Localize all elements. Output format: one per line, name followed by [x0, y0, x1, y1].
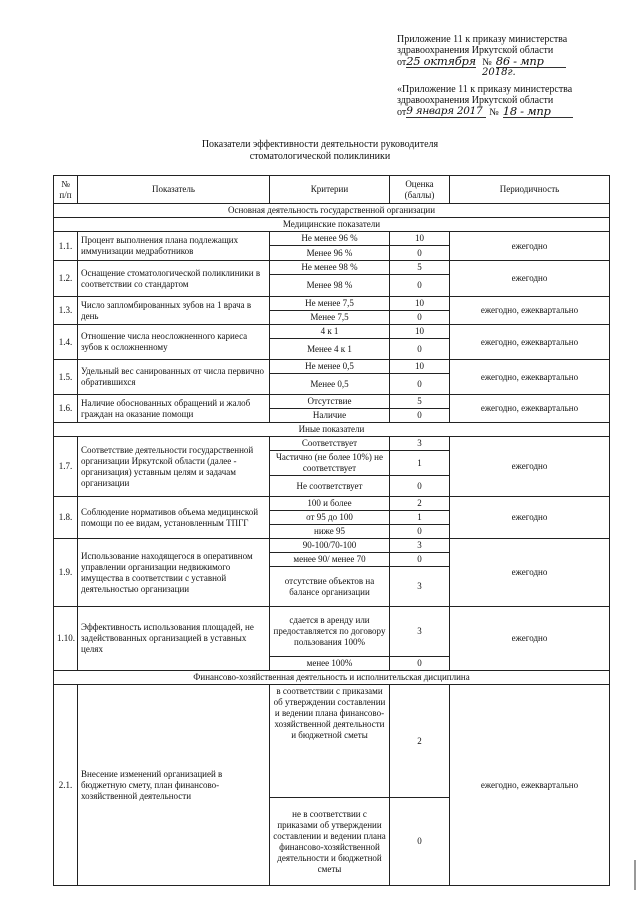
criterion: Менее 7,5	[270, 311, 390, 325]
score: 0	[390, 339, 450, 360]
periodicity: ежегодно, ежеквартально	[450, 297, 610, 325]
table-row	[54, 395, 610, 409]
indicator-text: Наличие обоснованных обращений и жалоб граждан на оказание помощи	[78, 395, 270, 423]
table-row	[54, 437, 610, 451]
criterion: не в соответствии с приказами об утверждении составлении и ведении плана финансово-хозяйственной деятельности и бюджетной сметы	[270, 798, 390, 886]
score: 0	[390, 476, 450, 497]
score: 1	[390, 511, 450, 525]
periodicity: ежегодно	[450, 539, 610, 607]
score: 10	[390, 360, 450, 374]
score: 10	[390, 325, 450, 339]
table-row	[54, 539, 610, 553]
score: 3	[390, 437, 450, 451]
header-line: здравоохранения Иркутской области	[397, 45, 554, 56]
from-label: от	[397, 57, 407, 68]
indicator-text: Процент выполнения плана подлежащих иммунизации медработников	[78, 232, 270, 261]
handwritten-date: 9 января 2017	[406, 106, 486, 118]
row-number: 1.2.	[54, 261, 78, 297]
criterion: Менее 98 %	[270, 275, 390, 297]
row-number: 1.3.	[54, 297, 78, 325]
score: 2	[390, 497, 450, 511]
document-title	[0, 139, 640, 163]
score: 10	[390, 232, 450, 246]
score: 0	[390, 525, 450, 539]
periodicity: ежегодно	[450, 437, 610, 497]
criterion: ниже 95	[270, 525, 390, 539]
score: 5	[390, 261, 450, 275]
table-row	[54, 497, 610, 511]
header-date-line	[397, 56, 637, 68]
criterion: в соответствии с приказами об утверждении составлении и ведении плана финансово-хозяйственной деятельности и бюджетной сметы	[270, 685, 390, 798]
periodicity: ежегодно, ежеквартально	[450, 360, 610, 395]
col-criteria-header: Критерии	[270, 176, 390, 204]
indicator-text: Оснащение стоматологической поликлиники в соответствии со стандартом	[78, 261, 270, 297]
row-number: 1.5.	[54, 360, 78, 395]
periodicity: ежегодно	[450, 607, 610, 671]
row-number: 1.4.	[54, 325, 78, 360]
score: 10	[390, 297, 450, 311]
criterion: отсутствие объектов на балансе организации	[270, 567, 390, 607]
table-header-row	[54, 176, 610, 204]
col-period-header: Периодичность	[450, 176, 610, 204]
number-label: №	[482, 57, 492, 68]
criterion: Частично (не более 10%) не соответствует	[270, 451, 390, 476]
indicator-text: Число запломбированных зубов на 1 врача в день	[78, 297, 270, 325]
from-label: от	[397, 107, 407, 118]
criterion: от 95 до 100	[270, 511, 390, 525]
header-date-line	[397, 106, 637, 118]
periodicity: ежегодно	[450, 261, 610, 297]
order-header-original	[397, 84, 637, 118]
criterion: Менее 4 к 1	[270, 339, 390, 360]
header-line: «Приложение 11 к приказу министерства	[397, 84, 573, 95]
col-indicator-header: Показатель	[78, 176, 270, 204]
table-row	[54, 297, 610, 311]
criterion: Соответствует	[270, 437, 390, 451]
row-number: 1.10.	[54, 607, 78, 671]
indicator-text: Соблюдение нормативов объема медицинской помощи по ее видам, установленным ТПГГ	[78, 497, 270, 539]
row-number: 1.8.	[54, 497, 78, 539]
criterion: Не менее 96 %	[270, 232, 390, 246]
criterion: Не менее 7,5	[270, 297, 390, 311]
criterion: Отсутствие	[270, 395, 390, 409]
table-row	[54, 232, 610, 246]
header-line: здравоохранения Иркутской области	[397, 95, 554, 106]
score: 0	[390, 798, 450, 886]
handwritten-year: 2018г.	[482, 67, 516, 78]
score: 0	[390, 246, 450, 261]
score: 0	[390, 409, 450, 423]
title-line: стоматологической поликлиники	[249, 151, 391, 162]
handwritten-number: 18 - мпр	[503, 106, 573, 118]
indicator-text: Удельный вес санированных от числа первично обратившихся	[78, 360, 270, 395]
table-row	[54, 325, 610, 339]
indicator-text: Соответствие деятельности государственной организации Иркутской области (далее - организация) уставным целям и задачам организации	[78, 437, 270, 497]
score: 2	[390, 685, 450, 798]
number-label: №	[489, 107, 499, 118]
criterion: Менее 0,5	[270, 374, 390, 395]
section-heading: Медицинские показатели	[54, 218, 610, 232]
score: 0	[390, 374, 450, 395]
table-row	[54, 360, 610, 374]
section-heading: Основная деятельность государственной организации	[54, 204, 610, 218]
row-number: 1.1.	[54, 232, 78, 261]
score: 3	[390, 567, 450, 607]
score: 0	[390, 553, 450, 567]
score: 0	[390, 275, 450, 297]
periodicity: ежегодно, ежеквартально	[450, 685, 610, 886]
indicator-text: Отношение числа неосложненного кариеса зубов к осложненному	[78, 325, 270, 360]
criterion: сдается в аренду или предоставляется по договору пользования 100%	[270, 607, 390, 657]
indicators-table	[53, 175, 610, 886]
score: 5	[390, 395, 450, 409]
scan-edge-mark	[634, 860, 636, 890]
row-number: 2.1.	[54, 685, 78, 886]
row-number: 1.6.	[54, 395, 78, 423]
handwritten-date: 25 октября	[406, 54, 476, 68]
indicator-text: Использование находящегося в оперативном управлении организации недвижимого имущества в соответствии с уставной деятельностью организации	[78, 539, 270, 607]
criterion: 100 и более	[270, 497, 390, 511]
col-score-header: Оценка (баллы)	[390, 176, 450, 204]
table-row	[54, 685, 610, 798]
indicator-text: Внесение изменений организацией в бюджетную смету, план финансово-хозяйственной деятельности	[78, 685, 270, 886]
periodicity: ежегодно, ежеквартально	[450, 395, 610, 423]
order-header-current	[397, 34, 637, 78]
row-number: 1.7.	[54, 437, 78, 497]
header-line: Приложение 11 к приказу министерства	[397, 34, 568, 45]
col-num-header: № п/п	[54, 176, 78, 204]
criterion: 4 к 1	[270, 325, 390, 339]
title-line: Показатели эффективности деятельности руководителя	[201, 139, 439, 150]
indicator-text: Эффективность использования площадей, не задействованных организацией в уставных целях	[78, 607, 270, 671]
criterion: Не менее 0,5	[270, 360, 390, 374]
criterion: Наличие	[270, 409, 390, 423]
score: 0	[390, 311, 450, 325]
periodicity: ежегодно, ежеквартально	[450, 325, 610, 360]
section-heading: Финансово-хозяйственная деятельность и исполнительская дисциплина	[54, 671, 610, 685]
score: 3	[390, 607, 450, 657]
handwritten-number: 86 - мпр	[496, 56, 566, 68]
criterion: Не соответствует	[270, 476, 390, 497]
table-row	[54, 607, 610, 657]
periodicity: ежегодно	[450, 497, 610, 539]
row-number: 1.9.	[54, 539, 78, 607]
criterion: менее 100%	[270, 657, 390, 671]
table-row	[54, 261, 610, 275]
criterion: Менее 96 %	[270, 246, 390, 261]
criterion: Не менее 98 %	[270, 261, 390, 275]
score: 0	[390, 657, 450, 671]
score: 3	[390, 539, 450, 553]
criterion: 90-100/70-100	[270, 539, 390, 553]
criterion: менее 90/ менее 70	[270, 553, 390, 567]
score: 1	[390, 451, 450, 476]
periodicity: ежегодно	[450, 232, 610, 261]
section-heading: Иные показатели	[54, 423, 610, 437]
